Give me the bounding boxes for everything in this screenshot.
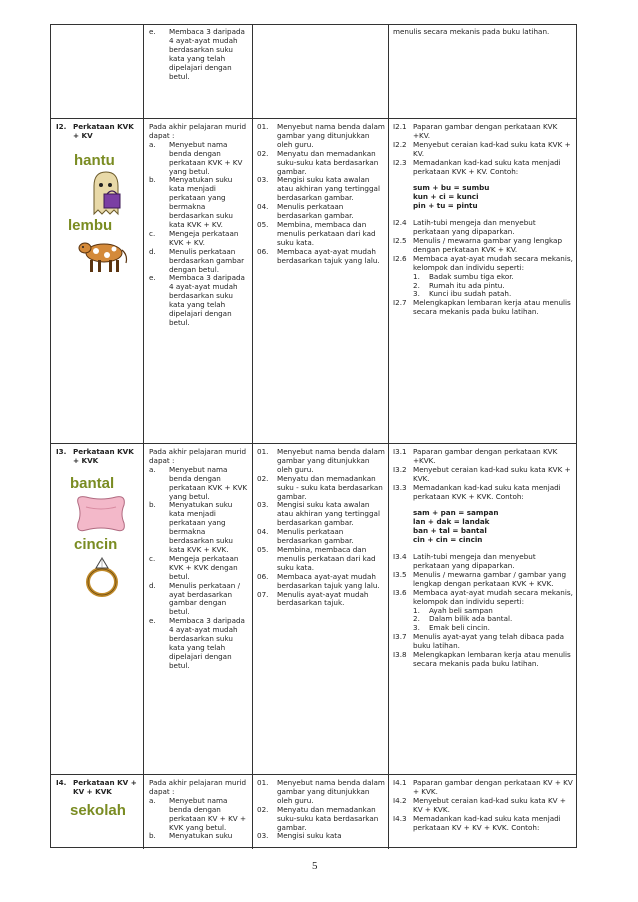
step-item: I3.3 Memadankan kad-kad suku kata menjadi perkataan KVK + KVK. Contoh: (393, 482, 561, 501)
outcome-intro: Pada akhir pelajaran murid dapat : (149, 122, 247, 140)
outcome-cell (149, 779, 249, 841)
activity-item: 04. Menulis perkataan berdasarkan gambar. (257, 527, 354, 546)
outcome-item: c. Mengeja perkataan KVK + KV. (149, 228, 239, 247)
word-lembu: lembu (68, 216, 113, 234)
outcome-item: d. Menulis perkataan berdasarkan gambar dengan betul. (149, 246, 245, 274)
step-item: I2.4 Latih-tubi mengeja dan menyebut perkataan yang dipaparkan. (393, 218, 536, 237)
activity-item: 01. Menyebut nama benda dalam gambar yang ditunjukkan oleh guru. (257, 778, 385, 805)
activity-item: 06. Membaca ayat-ayat mudah berdasarkan tajuk yang lalu. (257, 246, 380, 265)
outcome-item: a. Menyebut nama benda dengan perkataan KVK + KV yang betul. (149, 139, 243, 176)
outcome-intro: Pada akhir pelajaran murid dapat : (149, 778, 247, 796)
step-item: I2.2 Menyebut ceraian kad-kad suku kata KVK + KV. (393, 139, 571, 158)
sentence-item: 3. Emak beli cincin. (413, 623, 490, 633)
activity-item: 03. Mengisi suku kata awalan atau akhiran yang tertinggal berdasarkan gambar. (257, 500, 380, 528)
sentence-item: 2. Rumah itu ada pintu. (413, 280, 505, 290)
steps-cell (393, 448, 573, 669)
step-item: I3.8 Melengkapkan lembaran kerja atau menulis secara mekanis pada buku latihan. (393, 650, 571, 668)
outcome-item: b. Menyatukan suku kata menjadi perkataan yang bermakna berdasarkan suku kata KVK + KVK. (149, 500, 233, 554)
topic-code: I3. (56, 447, 67, 456)
table-row-i3 (51, 444, 576, 775)
step-item: I2.3 Memadankan kad-kad suku kata menjadi perkataan KVK + KV. Contoh: (393, 157, 561, 176)
cow-image (76, 235, 132, 275)
example-item: pin + tu = pintu (413, 201, 478, 211)
topic-title: Perkataan KVK + KV (73, 122, 134, 140)
outcome-item: d. Menulis perkataan / ayat berdasarkan gambar dengan betul. (149, 580, 241, 617)
activity-item: 04. Menulis perkataan berdasarkan gambar. (257, 202, 354, 221)
sentence-item: 2. Dalam bilik ada bantal. (413, 614, 513, 624)
outcome-item: b. Menyatukan suku kata menjadi perkataan yang bermakna berdasarkan suku kata KVK + KV. (149, 175, 233, 229)
steps-cell (393, 779, 573, 832)
outcome-item: c. Mengeja perkataan KVK + KVK dengan betul. (149, 553, 239, 581)
topic-title: Perkataan KV + KV + KVK (73, 778, 137, 796)
step-item: I2.7 Melengkapkan lembaran kerja atau menulis secara mekanis pada buku latihan. (393, 298, 571, 317)
table-row-i2 (51, 119, 576, 444)
sentence-item: 1. Ayah beli sampan (413, 605, 493, 615)
example-item: sam + pan = sampan (413, 508, 499, 518)
steps-cell (393, 123, 573, 317)
word-sekolah: sekolah (70, 801, 126, 819)
activity-item: 01. Menyebut nama benda dalam gambar yang ditunjukkan oleh guru. (257, 447, 385, 474)
activity-item: 05. Membina, membaca dan menulis perkataan dari kad suku kata. (257, 544, 376, 572)
step-item: I4.1 Paparan gambar dengan perkataan KV + KV + KVK. (393, 778, 573, 796)
example-item: sum + bu = sumbu (413, 183, 490, 193)
topic-code: I4. (56, 778, 67, 787)
outcome-cell: e. Membaca 3 daripada 4 ayat-ayat mudah berdasarkan suku kata yang telah dipelajari dengan betul. (149, 28, 249, 81)
step-item: I3.7 Menulis ayat-ayat yang telah dibaca pada buku latihan. (393, 632, 565, 651)
page-number: 5 (312, 860, 318, 872)
activity-item: 02. Menyatu dan memadankan suku-suku kata berdasarkan gambar. (257, 148, 379, 176)
outcome-item: a. Menyebut nama benda dengan perkataan KV + KV + KVK yang betul. (149, 795, 247, 832)
outcome-cell (149, 123, 249, 328)
table-row-i4 (51, 775, 576, 849)
lesson-table (50, 24, 577, 848)
ring-image (82, 554, 122, 600)
outcome-intro: Pada akhir pelajaran murid dapat : (149, 447, 247, 465)
example-item: kun + ci = kunci (413, 192, 479, 202)
topic-title: Perkataan KVK + KVK (73, 447, 134, 465)
topic-cell (56, 448, 141, 600)
step-item: I2.5 Menulis / mewarna gambar yang lengkap dengan perkataan KVK + KV. (393, 235, 563, 254)
outcome-cell (149, 448, 249, 671)
step-text: menulis secara mekanis pada buku latihan. (393, 27, 550, 36)
step-item: I3.2 Menyebut ceraian kad-kad suku kata KVK + KVK. (393, 464, 571, 483)
example-item: lan + dak = landak (413, 517, 490, 527)
word-bantal: bantal (70, 474, 115, 492)
step-item: I4.2 Menyebut ceraian kad-kad suku kata KV + KV + KVK. (393, 795, 566, 814)
word-hantu: hantu (74, 151, 115, 169)
step-item: I2.1 Paparan gambar dengan perkataan KVK +KV. (393, 122, 558, 140)
activity-item: 07. Menulis ayat-ayat mudah berdasarkan tajuk. (257, 589, 369, 608)
step-item: I4.3 Memadankan kad-kad suku kata menjadi perkataan KV + KV + KVK. Contoh: (393, 813, 561, 832)
activity-item: 03. Mengisi suku kata (257, 831, 342, 841)
outcome-item: e. Membaca 3 daripada 4 ayat-ayat mudah berdasarkan suku kata yang telah dipelajari dengan betul. (149, 273, 245, 327)
activity-cell (257, 123, 387, 266)
activity-item: 02. Menyatu dan memadankan suku-suku kata berdasarkan gambar. (257, 804, 379, 832)
table-row-continuation (51, 25, 576, 119)
outcome-item: b. Menyatukan suku (149, 831, 233, 841)
activity-item: 02. Menyatu dan memadankan suku - suku kata berdasarkan gambar. (257, 473, 383, 501)
activity-cell (257, 448, 387, 608)
topic-code: I2. (56, 122, 67, 131)
sentence-item: 3. Kunci ibu sudah patah. (413, 289, 512, 299)
steps-cell (393, 28, 573, 37)
example-item: cin + cin = cincin (413, 535, 483, 545)
topic-cell (56, 778, 141, 819)
activity-item: 05. Membina, membaca dan menulis perkataan dari kad suku kata. (257, 219, 376, 247)
outcome-text: Membaca 3 daripada 4 ayat-ayat mudah berdasarkan suku kata yang telah dipelajari dengan betul. (169, 27, 245, 81)
pillow-image (74, 493, 128, 535)
outcome-item: a. Menyebut nama benda dengan perkataan KVK + KVK yang betul. (149, 464, 248, 501)
example-item: ban + tal = bantal (413, 526, 487, 536)
step-item: I3.5 Menulis / mewarna gambar / gambar yang lengkap dengan perkataan KVK + KVK. (393, 569, 567, 588)
outcome-item: e. Membaca 3 daripada 4 ayat-ayat mudah berdasarkan suku kata yang telah dipelajari dengan betul. (149, 616, 245, 670)
word-cincin: cincin (74, 535, 118, 553)
ghost-image (86, 170, 126, 216)
activity-item: 03. Mengisi suku kata awalan atau akhiran yang tertinggal berdasarkan gambar. (257, 175, 380, 203)
step-item: I3.1 Paparan gambar dengan perkataan KVK +KVK. (393, 447, 558, 465)
activity-cell (257, 779, 387, 841)
topic-cell (56, 123, 141, 275)
step-item: I3.4 Latih-tubi mengeja dan menyebut perkataan yang dipaparkan. (393, 552, 536, 570)
activity-item: 06. Membaca ayat-ayat mudah berdasarkan tajuk yang lalu. (257, 571, 380, 590)
sentence-item: 1. Badak sumbu tiga ekor. (413, 271, 514, 281)
activity-item: 01. Menyebut nama benda dalam gambar yang ditunjukkan oleh guru. (257, 122, 385, 149)
step-item: I3.6 Membaca ayat-ayat mudah secara mekanis, kelompok dan individu seperti: (393, 587, 573, 606)
step-item: I2.6 Membaca ayat-ayat mudah secara mekanis, kelompok dan individu seperti: (393, 253, 573, 272)
